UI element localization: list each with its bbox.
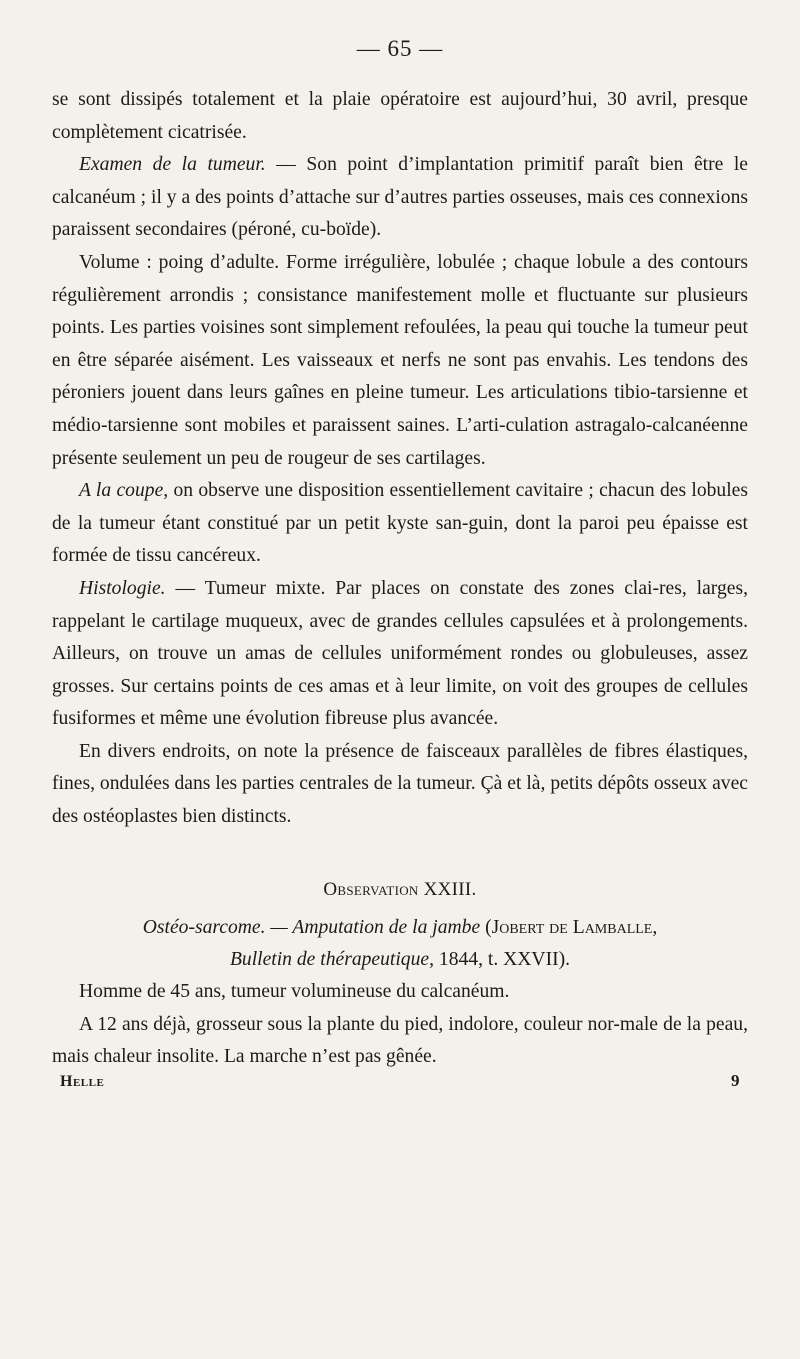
paragraph-homme: Homme de 45 ans, tumeur volumineuse du calcanéum.	[79, 981, 510, 1003]
reference-bulletin: Bulletin de thérapeutique,	[229, 949, 434, 971]
paragraph-histologie	[52, 573, 748, 736]
reference-title: Ostéo-sarcome. — Amputation de la jambe	[142, 917, 481, 939]
paragraph-age: A 12 ans déjà, grosseur sous la plante du pied, indolore, couleur nor-male de la peau, mais chaleur insolite. La marche n’est pas gênée.	[52, 1013, 748, 1068]
heading-examen: Examen de la tumeur.	[79, 154, 266, 176]
paragraph-1: se sont dissipés totalement et la plaie opératoire est aujourd’hui, 30 avril, presque complètement cicatrisée.	[52, 89, 748, 143]
dash-2: —	[165, 577, 205, 599]
footer-signature: Helle	[60, 1073, 105, 1090]
dash: —	[265, 154, 307, 176]
heading-coupe: A la coupe,	[79, 480, 169, 502]
paragraph-examen	[52, 149, 748, 247]
paragraph-histologie-text: Tumeur mixte. Par places on constate des zones clai-res, larges, rappelant le cartilage muqueux, avec de grandes cellules capsulées et à prolongements. Ailleurs, on trouve un amas de cellules uniformément rondes ou globuleuses, assez grosses. Sur certains points de ces amas et à leur limite, on voit des groupes de cellules fusiformes et même une évolution fibreuse plus avancée.	[52, 577, 748, 730]
paragraph-divers: En divers endroits, on note la présence de faisceaux parallèles de fibres élastiques, fines, ondulées dans les parties centrales de la tumeur. Çà et là, petits dépôts osseux avec des ostéoplastes bien distincts.	[52, 740, 748, 828]
body-text	[52, 84, 748, 1074]
paragraph-examen-text: Son point d’implantation primitif paraît bien être le calcanéum ; il y a des points d’attache sur d’autres parties osseuses, mais ces connexions paraissent secondaires (péroné, cu-boïde).	[52, 154, 749, 241]
reference-details: 1844, t. XXVII).	[434, 949, 571, 971]
footer	[60, 1073, 740, 1091]
paragraph-coupe-text: on observe une disposition essentiellement cavitaire ; chacun des lobules de la tumeur étant constitué par un petit kyste san-guin, dont la paroi peu épaisse est formée de tissu cancéreux.	[52, 480, 748, 567]
reference-author: (Jobert de Lamballe,	[485, 917, 658, 939]
observation-heading: Observation XXIII.	[323, 878, 477, 900]
paragraph-coupe	[52, 475, 748, 573]
observation-reference	[52, 912, 748, 976]
footer-sheet-number: 9	[731, 1071, 740, 1090]
heading-histologie: Histologie.	[79, 577, 166, 599]
page-number: — 65 —	[356, 36, 444, 61]
paragraph-volume: Volume : poing d’adulte. Forme irrégulière, lobulée ; chaque lobule a des contours régulièrement arrondis ; consistance manifestement molle et fluctuante sur plusieurs points. Les parties voisines sont simplement refoulées, la peau qui touche la tumeur peut en être séparée aisément. Les vaisseaux et nerfs ne sont pas envahis. Les tendons des péroniers jouent dans leurs gaînes en pleine tumeur. Les articulations tibio-tarsienne et médio-tarsienne sont mobiles et paraissent saines. L’arti-culation astragalo-calcanéenne présente seulement un peu de rougeur de ses cartilages.	[52, 251, 748, 469]
